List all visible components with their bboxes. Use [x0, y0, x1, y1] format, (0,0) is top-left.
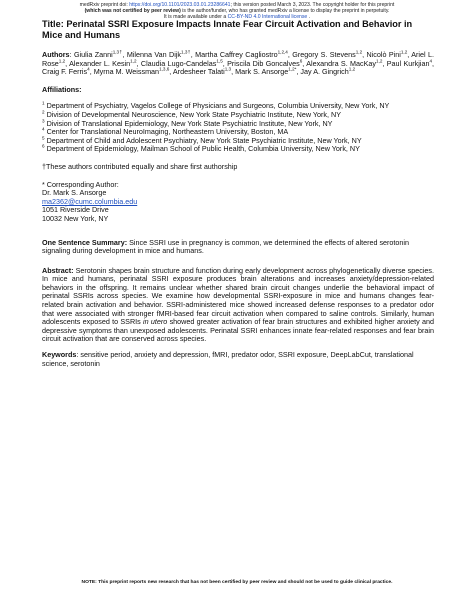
- author-affiliation-marker: 1,3,6: [159, 66, 170, 72]
- author-affiliation-marker: 1,3†: [112, 49, 123, 55]
- author-name: Craig F. Ferris: [42, 67, 88, 77]
- author-affiliation-marker: 1,2: [130, 58, 137, 64]
- affiliation-text: Department of Psychiatry, Vagelos College of Physicians and Surgeons, Columbia University, New York, NY: [46, 101, 390, 111]
- affiliation-text: Department of Epidemiology, Mailman School of Public Health, Columbia University, New York, NY: [46, 144, 360, 154]
- author-affiliation-marker: 4: [429, 58, 433, 64]
- author-name: Priscila Dib Goncalves: [227, 58, 300, 68]
- banner-prefix: medRxiv preprint doi:: [79, 2, 130, 8]
- banner-peer-review: (which was not certified by peer review): [84, 8, 181, 15]
- author-name: Giulia Zanni: [73, 50, 113, 59]
- affiliation-text: Division of Translational Epidemiology, New York State Psychiatric Institute, New York, NY: [46, 118, 333, 128]
- banner-license-text: is the author/funder, who has granted medRxiv a license to display the preprint in perpetuity.: [180, 8, 390, 15]
- keywords-text: : sensitive period, anxiety and depression, fMRI, predator odor, SSRI exposure, DeepLabCut, translational science, serotonin: [42, 350, 414, 368]
- summary-text: Since SSRI use in pregnancy is common, we determined the effects of altered serotonin signaling during development in mice and humans.: [42, 237, 410, 256]
- author-name: Myrna M. Weissman: [93, 67, 160, 77]
- doi-link[interactable]: https://doi.org/10.1101/2023.03.01.23286641: [129, 2, 231, 8]
- one-sentence-summary: [42, 239, 434, 256]
- author-affiliation-marker: 1,2: [400, 49, 408, 55]
- affiliation-text: Department of Child and Adolescent Psychiatry, New York State Psychiatric Institute, New York, NY: [46, 135, 362, 145]
- address-line-2: 10032 New York, NY: [42, 213, 109, 223]
- affiliation-text: Division of Developmental Neuroscience, New York State Psychiatric Institute, New York, NY: [46, 109, 341, 119]
- author-affiliation-marker: 1,2*: [288, 66, 297, 72]
- author-affiliation-marker: 1,3†: [180, 49, 191, 55]
- address-line-1: 1051 Riverside Drive: [42, 205, 109, 215]
- affiliations-section: [42, 86, 434, 154]
- abstract: [42, 267, 434, 344]
- affiliation-number: 6: [42, 143, 45, 149]
- affiliation-number: 2: [42, 109, 45, 115]
- license-link[interactable]: CC-BY-ND 4.0 International license: [227, 14, 308, 21]
- summary-label: One Sentence Summary:: [42, 237, 128, 247]
- banner-available: It is made available under a: [163, 14, 228, 21]
- affiliation-item: [42, 145, 434, 154]
- paper-title: Title: Perinatal SSRI Exposure Impacts Innate Fear Circuit Activation and Behavior in Mice and Humans: [42, 19, 413, 40]
- authors-label: Authors: [42, 50, 70, 59]
- author-list: Authors: Giulia Zanni$^{1,3\dagger}$, Milenna Van Dijk$^{1,3\dagger}$, Martha Caffrey Cagliostro$^{1,2,4}$, Gregory S. Stevens$^{1,2}$, Nicolò Pini$^{1,2}$, Ariel L. Rose$^{1,2}$, Alexander L. Kesin$^{1,2}$, Claudia Lugo-Candelas$^{1,5}$, Priscila Dib Goncalves$^6$, Alexandra S. MacKay$^{1,2}$, Paul Kurkjian$^4$, Craig F. Ferris$^4$, Myrna M. Weissman$^{1,3,6}$, Ardesheer Talati$^{1,3}$, Mark S. Ansorge$^{1,2*}$, Jay A. Gingrich$^{1,2}$: [42, 49, 435, 77]
- author-name: Martha Caffrey Cagliostro: [195, 50, 278, 59]
- affiliation-number: 3: [42, 118, 45, 124]
- author-affiliation-marker: 1,2: [348, 66, 356, 72]
- corresponding-label: * Corresponding Author:: [42, 179, 119, 189]
- keywords: [42, 351, 434, 368]
- author-name: Alexandra S. MacKay: [306, 58, 377, 68]
- banner-posted: ; this version posted March 3, 2023. The copyright holder for this preprint: [230, 2, 395, 8]
- author-name: Nicolò Pini: [366, 50, 401, 59]
- abstract-italic: in utero: [143, 317, 168, 327]
- author-affiliation-marker: 1,3: [224, 66, 232, 72]
- equal-contribution-note: †These authors contributed equally and share first authorship: [42, 161, 238, 171]
- author-name: Paul Kurkjian: [386, 58, 430, 68]
- paper-body: [42, 19, 434, 377]
- corresponding-name: Dr. Mark S. Ansorge: [42, 188, 107, 198]
- abstract-text-b: showed greater activation of fear brain structures and exhibited higher anxiety and depressive symptoms than unexposed adolescents. Perinatal SSRI enhances innate fear-related responses and fear brain circuit activation that are conserved across species.: [42, 317, 434, 344]
- author-name: Alexander L. Kesin: [69, 58, 131, 68]
- author-affiliation-marker: 1,2: [376, 58, 383, 64]
- author-name: Claudia Lugo-Candelas: [140, 58, 217, 68]
- author-name: Jay A. Gingrich: [300, 67, 349, 77]
- keywords-label: Keywords: [42, 350, 77, 360]
- medrxiv-banner: [0, 2, 474, 21]
- author-name: Mark S. Ansorge: [235, 67, 289, 77]
- banner-period: .: [307, 14, 311, 21]
- affiliation-number: 4: [42, 126, 45, 132]
- author-name: Gregory S. Stevens: [292, 50, 356, 59]
- author-name: Milenna Van Dijk: [126, 50, 181, 59]
- author-affiliation-marker: 6: [299, 58, 303, 64]
- affiliation-number: 5: [42, 135, 45, 141]
- authors-colon: :: [69, 50, 74, 59]
- affiliation-list: [42, 102, 434, 154]
- abstract-text-a: Serotonin shapes brain structure and function during early development across phylogenetically diverse species. In mice and humans, perinatal SSRI exposure produces brain alterations and increases anxiety/depression-related behaviors in the offspring. It remains unclear whether shared brain circuit changes underlie the behavioral impact of perinatal SSRIs across species. We examine how developmental SSRI-exposure in mice and humans changes fear-related brain activation and behavior. SSRI-administered mice showed increased defense responses to a predator odor that were associated with stronger fMRI-based fear circuit activation when compared to saline controls. Similarly, human adolescents exposed to SSRIs: [42, 265, 434, 327]
- peer-review-note: NOTE: This preprint reports new research that has not been certified by peer review and should not be used to guide clinical practice.: [81, 580, 393, 585]
- corresponding-author: [42, 181, 434, 224]
- author-name: Ardesheer Talati: [172, 67, 225, 77]
- affiliation-text: Center for Translational NeuroImaging, Northeastern University, Boston, MA: [46, 127, 289, 137]
- author-affiliation-marker: 1,2: [58, 58, 66, 64]
- author-affiliation-marker: 4: [87, 66, 90, 72]
- author-name: Ariel L. Rose: [42, 50, 434, 68]
- abstract-label: Abstract:: [42, 265, 74, 275]
- author-affiliation-marker: 1,2,4: [277, 49, 288, 55]
- affiliation-number: 1: [42, 100, 45, 106]
- author-affiliation-marker: 1,5: [216, 58, 223, 64]
- affiliations-label: Affiliations:: [42, 84, 82, 94]
- corresponding-email[interactable]: ma2362@cumc.columbia.edu: [42, 196, 138, 206]
- author-affiliation-marker: 1,2: [355, 49, 363, 55]
